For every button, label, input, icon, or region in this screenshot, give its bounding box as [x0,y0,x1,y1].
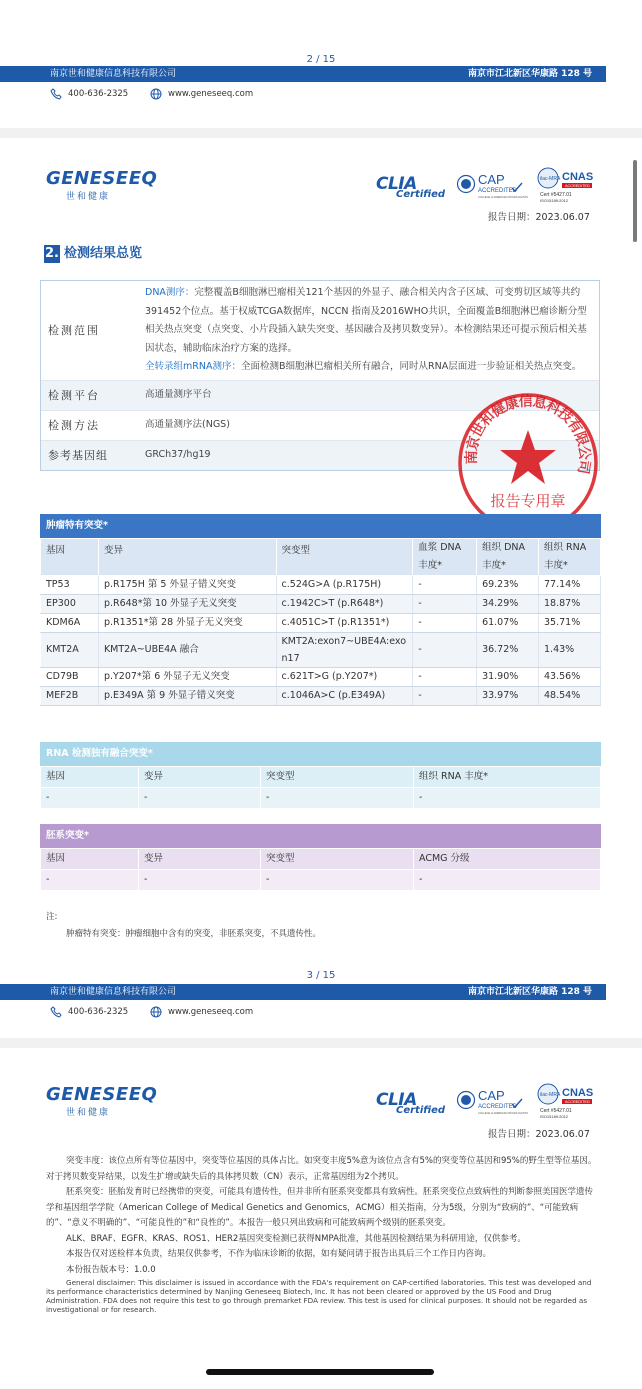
svg-text:CAP: CAP [478,1088,505,1103]
svg-text:报告专用章: 报告专用章 [490,492,566,510]
company-name: 南京世和健康信息科技有限公司 [50,69,177,79]
geneseeq-logo: GENESEEQ 世和健康 [46,168,158,202]
cell-tissue-rna: 35.71% [539,614,601,633]
table-row [41,595,601,614]
rna-header-variant: 变异 [139,767,261,788]
cell-tissue-rna: 43.56% [539,668,601,687]
disclaimer-nmpa: ALK、BRAF、EGFR、KRAS、ROS1、HER2基因突变检测已获得NMPA批准，其他基因检测结果为科研用途，仅供参考。 [66,1233,526,1244]
clia-logo: CLIA Certified [376,174,446,200]
footer-bar [0,66,606,82]
header-variant: 变异 [98,539,276,576]
cell-plasma-dna: - [413,633,477,668]
company-name: 南京世和健康信息科技有限公司 [50,987,177,997]
disclaimer-sample: 本报告仅对送检样本负责，结果仅供参考，不作为临床诊断的依据，如有疑问请于报告出具后三个工作日内咨询。 [66,1249,492,1259]
germline-cell-mutation: - [261,870,414,891]
cell-variant: p.E349A 第 9 外显子错义突变 [98,687,276,706]
cell-plasma-dna: - [413,687,477,706]
header-mutation: 突变型 [276,539,413,576]
svg-text:CNAS: CNAS [562,171,594,183]
germline-header-variant: 变异 [139,849,261,870]
cell-mutation: c.1046A>C (p.E349A) [276,687,413,706]
cell-plasma-dna: - [413,614,477,633]
germline-table-title: 胚系突变* [40,824,601,848]
clia-logo: CLIA Certified [376,1090,446,1116]
website-link[interactable]: www.geneseeq.com [168,89,254,99]
tumor-table-title: 肿瘤特有突变* [40,514,601,538]
cell-tissue-dna: 34.29% [477,595,539,614]
rna-table-title: RNA 检测独有融合突变* [40,742,601,766]
cell-plasma-dna: - [413,576,477,595]
header-tissue-rna: 组织 RNA 丰度* [539,539,601,576]
germline-table [40,824,601,891]
rna-cell-abundance: - [414,788,601,809]
platform-value: 高通量测序平台 [145,388,212,400]
disclaimer-abundance: 突变丰度：该位点所有等位基因中，突变等位基因的具体占比。如突变丰度5%意为该位点含有5%的突变等位基因和95%的野生型等位基因。对于拷贝数变异结果，以发生扩增或缺失后的具体拷贝数（CN）表示，正常基因组为2个拷贝。 [46,1156,597,1182]
cell-gene: KDM6A [41,614,99,633]
table-row [41,870,601,891]
page-number: 2 / 15 [306,54,336,65]
cell-gene: KMT2A [41,633,99,668]
page-3 [0,138,642,1038]
svg-text:ACCREDITED: ACCREDITED [478,1104,518,1110]
rna-cell-gene: - [41,788,139,809]
svg-text:ACCREDITED: ACCREDITED [565,1100,590,1105]
header-gene: 基因 [41,539,99,576]
info-row-scope [41,281,599,380]
germline-cell-acmg: - [414,870,601,891]
ilac-cnas-logo [536,166,596,204]
svg-text:COLLEGE of AMERICAN PATHOLOGIS: COLLEGE of AMERICAN PATHOLOGISTS [478,196,528,199]
notes-line: 肿瘤特有突变：肿瘤细胞中含有的突变，非胚系突变，不具遗传性。 [66,929,322,939]
cell-gene: TP53 [41,576,99,595]
cell-tissue-dna: 31.90% [477,668,539,687]
cell-mutation: c.4051C>T (p.R1351*) [276,614,413,633]
cell-tissue-dna: 61.07% [477,614,539,633]
home-indicator[interactable] [206,1369,434,1375]
svg-text:ilac-MRA: ilac-MRA [540,176,561,182]
method-value: 高通量测序法(NGS) [145,418,230,430]
header-plasma-dna: 血浆 DNA 丰度* [413,539,477,576]
page-4 [0,1048,642,1389]
cell-tissue-dna: 33.97% [477,687,539,706]
table-row [41,687,601,706]
table-row [41,576,601,595]
phone-number: 400-636-2325 [68,89,129,99]
scope-value: DNA测序：完整覆盖B细胞淋巴瘤相关121个基因的外显子、融合相关内含子区域、可变剪切区域等共约391452个位点。基于权威TCGA数据库，NCCN 指南及2016WHO共识，全面覆盖B细胞淋巴瘤诊断分型相关热点突变（点突变、小片段插入缺失突变、基因融合及拷贝数变异）。本检测结果还可提示预后相关基因状态，辅助临床治疗方案的选择。 全转录组mRNA测序：全面检测B细胞淋巴瘤相关所有融合，同时从RNA层面进一步验证相关热点突变。 [145,287,587,372]
cell-tissue-rna: 1.43% [539,633,601,668]
footer-bar [0,984,606,1000]
germline-header-gene: 基因 [41,849,139,870]
disclaimer-block [46,1154,598,1314]
table-row [41,788,601,809]
svg-text:ISO15189:2012: ISO15189:2012 [540,1114,569,1119]
cell-variant: p.R1351*第 28 外显子无义突变 [98,614,276,633]
globe-icon [150,1006,162,1018]
cell-mutation: KMT2A:exon7~UBE4A:exon17 [276,633,413,668]
table-row [41,668,601,687]
report-date: 报告日期：2023.06.07 [488,212,590,223]
rna-cell-mutation: - [261,788,414,809]
ilac-cnas-logo [536,1082,596,1120]
cell-gene: CD79B [41,668,99,687]
reference-label: 参考基因组 [48,449,108,462]
svg-text:CNAS: CNAS [562,1087,594,1099]
page-2-footer [0,0,642,128]
cell-variant: p.R175H 第 5 外显子错义突变 [98,576,276,595]
globe-icon [150,88,162,100]
page-number: 3 / 15 [306,970,336,981]
cell-variant: KMT2A~UBE4A 融合 [98,633,276,668]
section-title: 2. 检测结果总览 [45,246,143,261]
company-address: 南京市江北新区华康路 128 号 [467,69,592,79]
germline-cell-gene: - [41,870,139,891]
disclaimer-germline: 胚系突变：胚胎发育时已经携带的突变，可能具有遗传性，但并非所有胚系突变都具有致病性。胚系突变位点致病性的判断参照美国医学遗传学和基因组学学院（American College of Medical Genetics and Genomics，ACMG）相关指南，分为5级，分别为“致病的”、“可能致病的”、“意义不明确的”、“可能良性的”和“良性的”。本报告一般只列出致病和可能致病两个级别的胚系突变。 [46,1187,594,1228]
contact-row [50,86,254,102]
contact-row [50,1004,254,1020]
method-label: 检测方法 [48,419,100,432]
tumor-table-header [41,539,601,576]
cell-variant: p.R648*第 10 外显子无义突变 [98,595,276,614]
cell-tissue-rna: 77.14% [539,576,601,595]
cell-tissue-dna: 36.72% [477,633,539,668]
reference-value: GRCh37/hg19 [145,448,211,460]
cell-gene: EP300 [41,595,99,614]
rna-header-mutation: 突变型 [261,767,414,788]
platform-label: 检测平台 [48,389,100,402]
phone-icon [50,88,62,100]
rna-cell-variant: - [139,788,261,809]
cell-mutation: c.621T>G (p.Y207*) [276,668,413,687]
svg-text:Cert #5427.01: Cert #5427.01 [540,1108,572,1114]
cell-mutation: c.524G>A (p.R175H) [276,576,413,595]
cell-tissue-rna: 18.87% [539,595,601,614]
cell-variant: p.Y207*第 6 外显子无义突变 [98,668,276,687]
germline-header-acmg: ACMG 分级 [414,849,601,870]
svg-text:ISO15189:2012: ISO15189:2012 [540,198,569,203]
scrollbar[interactable] [633,160,637,242]
scope-label: 检测范围 [48,324,100,338]
cell-gene: MEF2B [41,687,99,706]
cell-plasma-dna: - [413,668,477,687]
header-tissue-dna: 组织 DNA 丰度* [477,539,539,576]
report-date: 报告日期：2023.06.07 [488,1129,590,1140]
rna-header-abundance: 组织 RNA 丰度* [414,767,601,788]
geneseeq-logo: GENESEEQ 世和健康 [46,1084,158,1118]
cap-logo [456,1084,530,1118]
svg-text:南京世和健康信息科技有限公司: 南京世和健康信息科技有限公司 [463,393,593,476]
cell-plasma-dna: - [413,595,477,614]
cell-tissue-dna: 69.23% [477,576,539,595]
disclaimer-english: General disclaimer: This disclaimer is issued in accordance with the FDA's requirement on CAP-certified laboratories. This test was developed and its performance characteristics determined by Nanjing Geneseeq Biotech, Inc. It has not been cleared or approved by the US Food and Drug Administration. FDA does not require this test to go through premarket FDA review. This test is used for clinical purposes. It should not be regarded as investigational or for research. [46,1278,592,1314]
table-row [41,614,601,633]
svg-text:ilac-MRA: ilac-MRA [540,1092,561,1098]
tumor-mutation-table [40,514,601,706]
cell-tissue-rna: 48.54% [539,687,601,706]
germline-cell-variant: - [139,870,261,891]
notes-label: 注: [46,912,58,922]
company-address: 南京市江北新区华康路 128 号 [467,987,592,997]
rna-fusion-table [40,742,601,809]
svg-text:ACCREDITED: ACCREDITED [565,184,590,189]
svg-text:CAP: CAP [478,172,505,187]
disclaimer-version: 本份报告版本号：1.0.0 [66,1264,156,1275]
phone-number: 400-636-2325 [68,1007,129,1017]
rna-header-gene: 基因 [41,767,139,788]
svg-text:Cert #5427.01: Cert #5427.01 [540,192,572,198]
svg-text:ACCREDITED: ACCREDITED [478,188,518,194]
cap-logo [456,168,530,202]
table-row [41,633,601,668]
germline-header-mutation: 突变型 [261,849,414,870]
website-link[interactable]: www.geneseeq.com [168,1007,254,1017]
phone-icon [50,1006,62,1018]
svg-text:COLLEGE of AMERICAN PATHOLOGIS: COLLEGE of AMERICAN PATHOLOGISTS [478,1112,528,1115]
cell-mutation: c.1942C>T (p.R648*) [276,595,413,614]
